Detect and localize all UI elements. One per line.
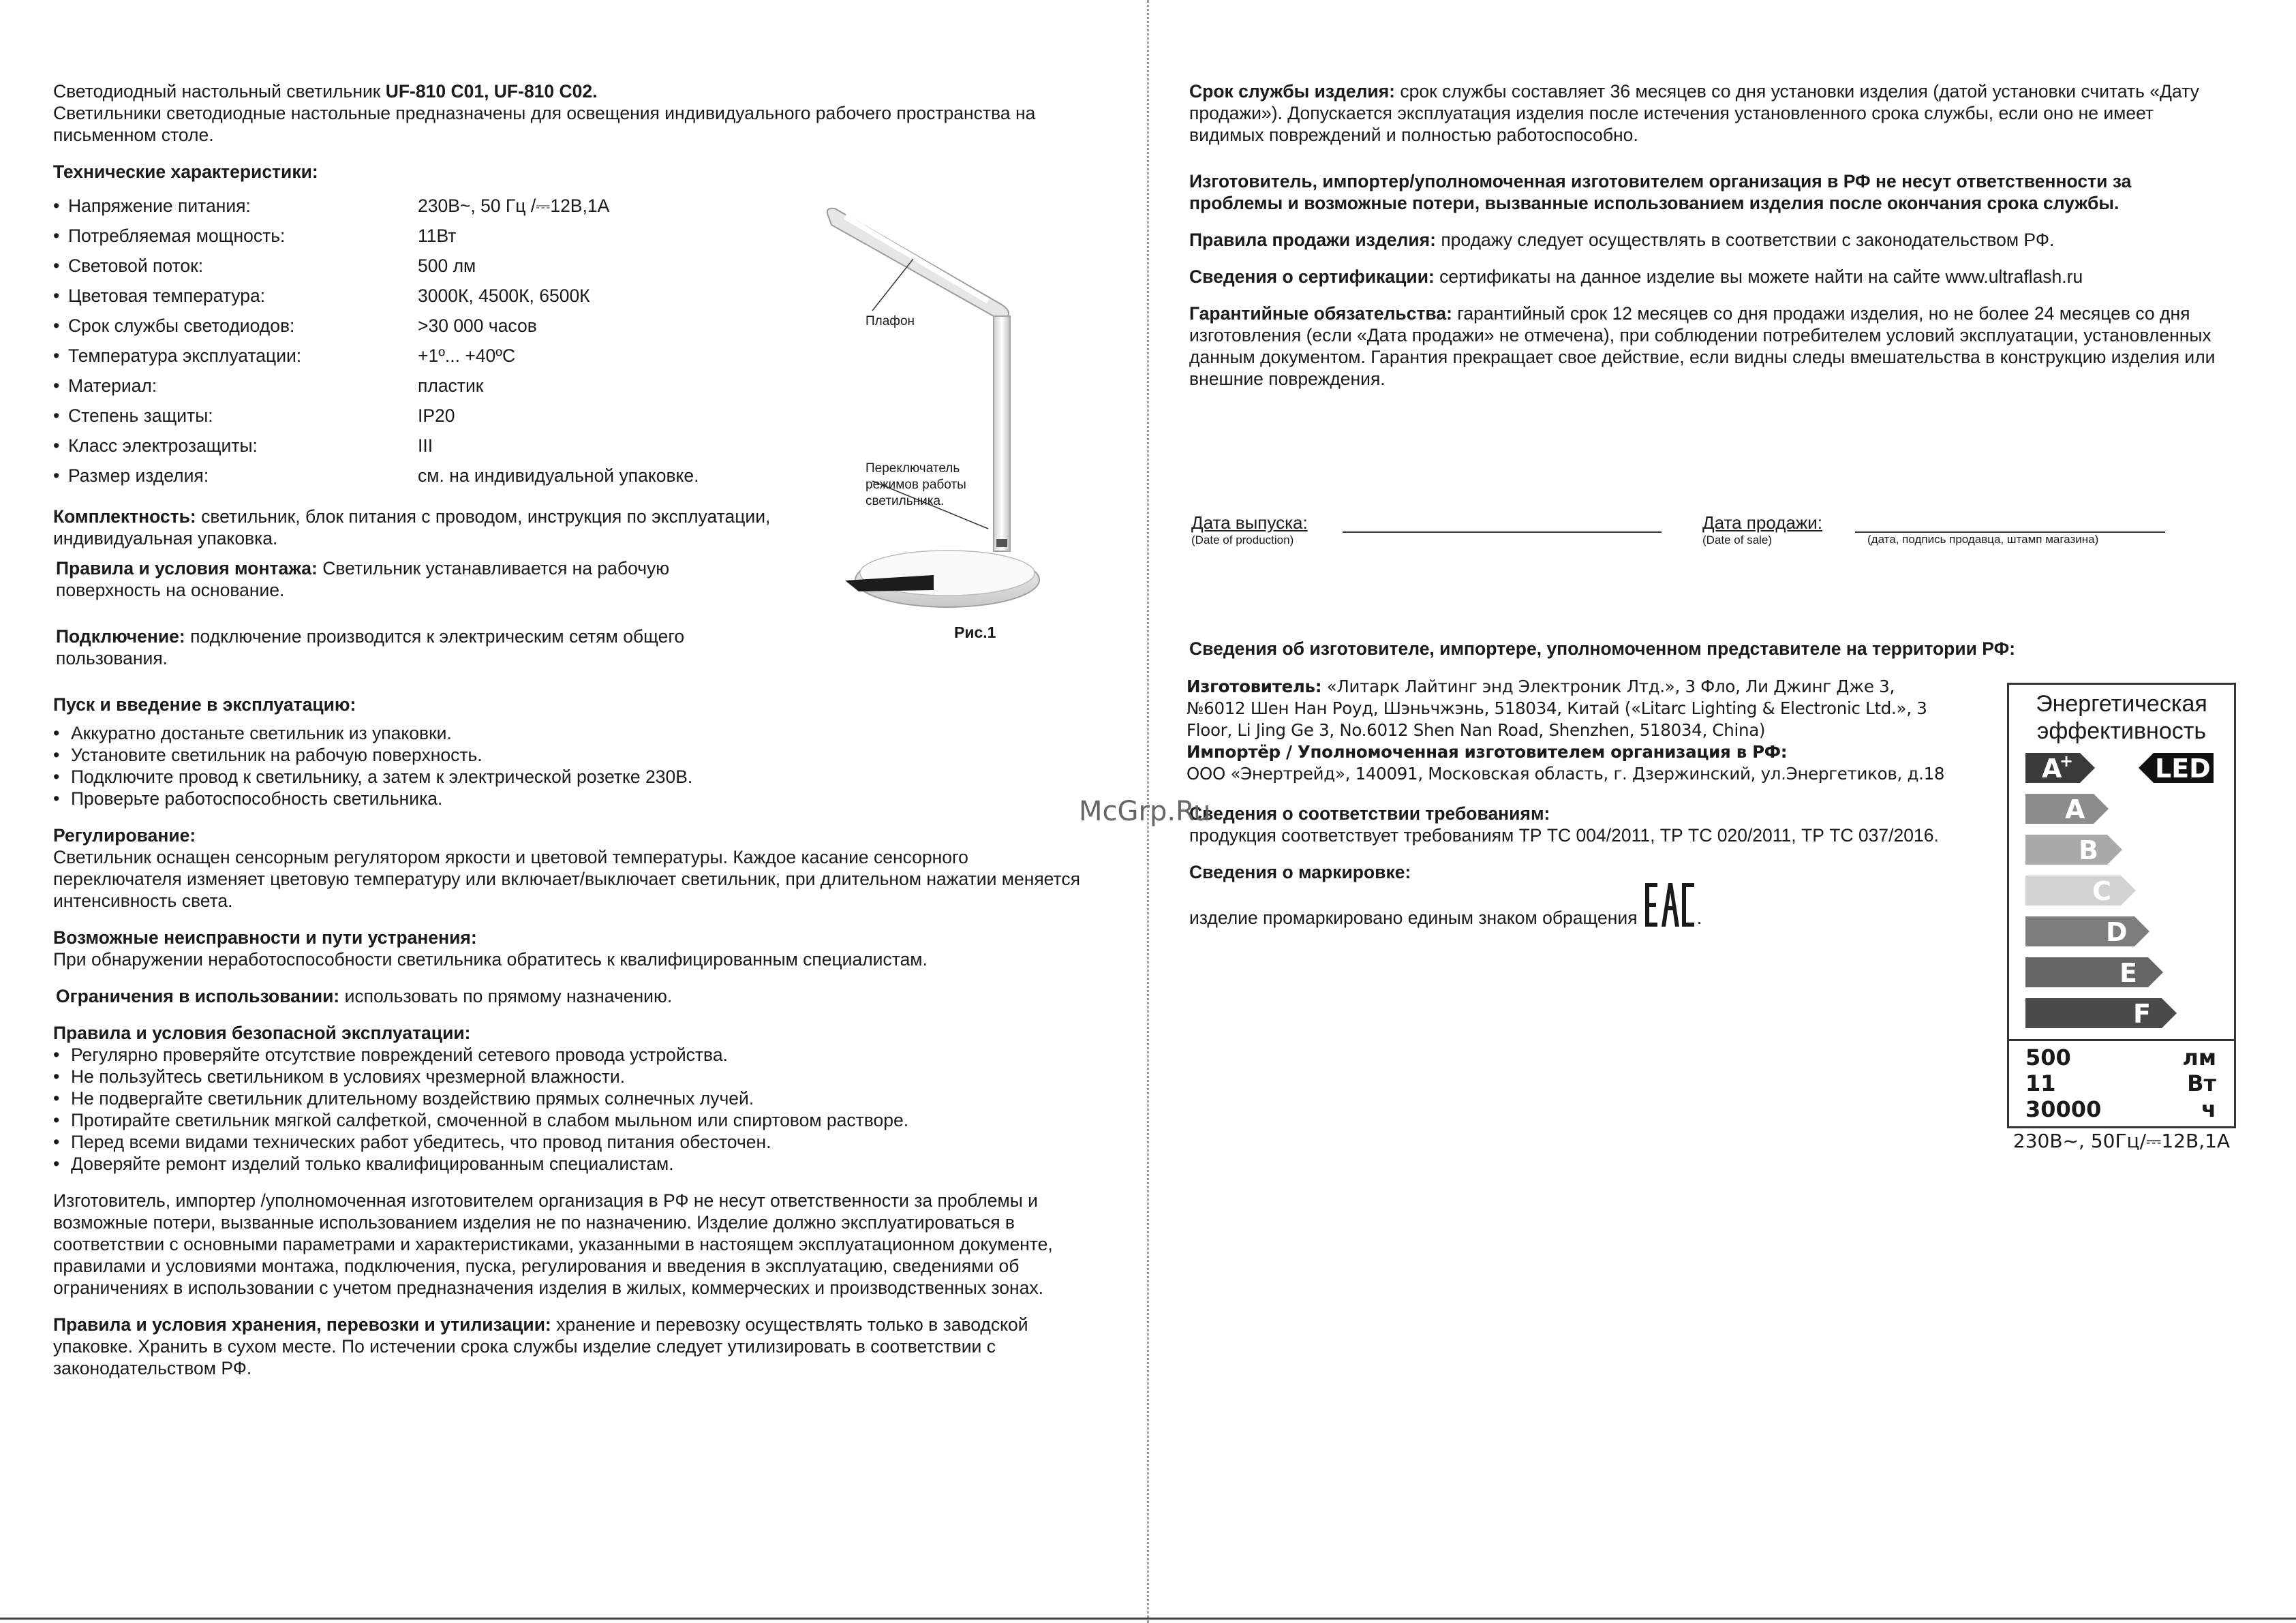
faults-heading: Возможные неисправности и пути устранения: — [53, 927, 477, 948]
spec-value: >30 000 часов — [418, 315, 537, 336]
energy-class-scale — [2009, 746, 2234, 1066]
issue-date-sub: (Date of production) — [1191, 534, 1294, 546]
bullet: • — [53, 767, 60, 787]
importer-section: Импортёр / Уполномоченная изготовителем организация в РФ: ООО «Энертрейд», 140091, Московская область, г. Дзержинский, ул.Энергетиков, д.18 — [1187, 742, 1945, 784]
energy-value: 30000 — [2025, 1096, 2102, 1122]
list-item-text: Аккуратно достаньте светильник из упаковки. — [71, 723, 452, 743]
mark-heading: Сведения о маркировке: — [1189, 862, 1411, 882]
spec-value: 230В~, 50 Гц /⎓12В,1А — [418, 196, 610, 216]
list-item — [53, 744, 1116, 766]
energy-unit: ч — [2201, 1096, 2216, 1122]
energy-value: 500 — [2025, 1045, 2071, 1070]
list-item-text: Протирайте светильник мягкой салфеткой, смоченной в слабом мыльном или спиртовом растворе. — [71, 1110, 909, 1130]
list-item — [53, 1131, 1116, 1153]
bullet: • — [53, 285, 60, 306]
right-column — [1189, 80, 2225, 390]
bullet: • — [53, 405, 60, 426]
energy-class-label: B — [2079, 835, 2098, 865]
storage-section: Правила и условия хранения, перевозки и утилизации: хранение и перевозку осуществлять только в заводской упаковке. Хранить в сухом месте. По истечении срока службы изделие следует утилизировать в соответствии с законодательством РФ. — [53, 1314, 1028, 1378]
sale-date-label: Дата продажи: — [1702, 512, 1822, 533]
liability-text: Изготовитель, импортер /уполномоченная изготовителем организация в РФ не несут ответственности за проблемы и возможные потери, вызванные использованием изделия не по назначению. Изделие должно эксплуатироваться в соответствии с основными параметрами и характеристиками, указанными в настоящем эксплуатационном документе, правилами и условиями монтажа, подключения, пуска, регулирования и введения в эксплуатацию, сведениями об ограничениях в использовании с учетом предназначения изделия в жилых, коммерческих и производственных зонах. — [53, 1190, 1053, 1298]
switch-label: Переключатель режимов работы светильника. — [866, 461, 966, 508]
list-item-text: Регулярно проверяйте отсутствие повреждений сетевого провода устройства. — [71, 1045, 728, 1065]
energy-unit: Вт — [2187, 1070, 2216, 1096]
sale-date-sub: (Date of sale) — [1702, 534, 1773, 546]
list-item-text: Не подвергайте светильник длительному воздействию прямых солнечных лучей. — [71, 1088, 754, 1109]
list-item-text: Проверьте работоспособность светильника. — [71, 788, 443, 809]
maker-block — [1187, 638, 2016, 929]
energy-class-arrow — [2025, 835, 2122, 865]
energy-class-superscript: + — [2060, 752, 2074, 771]
cert-section: Сведения о сертификации: сертификаты на данное изделие вы можете найти на сайте www.ultraflash.ru — [1189, 266, 2083, 287]
bullet: • — [53, 745, 60, 765]
bullet: • — [53, 788, 60, 809]
list-item-text: Подключите провод к светильнику, а затем к электрической розетке 230В. — [71, 767, 693, 787]
energy-value-row — [2009, 1045, 2234, 1073]
spec-key: Срок службы светодиодов: — [68, 315, 295, 336]
list-item-text: Не пользуйтесь светильником в условиях чрезмерной влажности. — [71, 1066, 626, 1087]
reg-heading: Регулирование: — [53, 825, 196, 846]
spec-key: Степень защиты: — [68, 405, 213, 426]
conform-text: продукция соответствует требованиям ТР ТС 004/2011, ТР ТС 020/2011, ТР ТС 037/2016. — [1189, 825, 1939, 846]
bullet: • — [53, 345, 60, 366]
energy-class-arrow — [2025, 916, 2149, 946]
bullet: • — [53, 226, 60, 246]
energy-class-arrow — [2025, 957, 2163, 987]
spec-key: Температура эксплуатации: — [68, 345, 302, 366]
start-list — [53, 722, 1116, 809]
bullet: • — [53, 315, 60, 336]
spec-key: Размер изделия: — [68, 465, 209, 486]
list-item — [53, 1044, 1116, 1066]
start-heading: Пуск и введение в эксплуатацию: — [53, 694, 356, 715]
bullet: • — [53, 375, 60, 396]
list-item — [53, 766, 1116, 788]
energy-class-arrow — [2025, 998, 2177, 1028]
bullet: • — [53, 723, 60, 743]
kit-section: Комплектность: светильник, блок питания с проводом, инструкция по эксплуатации, индивидуальная упаковка. — [53, 506, 771, 548]
life-section: Срок службы изделия: срок службы составляет 36 месяцев со дня установки изделия (датой установки считать «Дату продажи»). Допускается эксплуатация изделия после истечения установленного срока службы, если оно не имеет видимых повреждений и полностью работоспособно. — [1189, 81, 2199, 145]
sale-date-hint: (дата, подпись продавца, штамп магазина) — [1867, 533, 2099, 546]
model-number: UF-810 C01, UF-810 C02 — [385, 81, 593, 102]
energy-value-row — [2009, 1096, 2234, 1125]
spec-key: Световой поток: — [68, 256, 204, 276]
energy-label — [2007, 683, 2236, 1128]
watermark: McGrp.Ru — [1079, 796, 1211, 827]
list-item — [53, 1066, 1116, 1087]
bullet: • — [53, 1066, 60, 1087]
spec-value: 11Вт — [418, 226, 457, 246]
bullet: • — [53, 1088, 60, 1109]
bullet: • — [53, 1045, 60, 1065]
energy-value: 11 — [2025, 1070, 2056, 1096]
bullet: • — [53, 435, 60, 456]
energy-class-label: A — [2065, 794, 2085, 824]
bullet: • — [53, 1110, 60, 1130]
list-item — [53, 788, 1116, 809]
mount-section: Правила и условия монтажа: Светильник устанавливается на рабочую поверхность на основание. — [56, 558, 670, 600]
spec-value: IP20 — [418, 405, 455, 426]
intro-title: Светодиодный настольный светильник UF-810 C01, UF-810 C02. — [53, 81, 598, 102]
list-item-text: Доверяйте ремонт изделий только квалифицированным специалистам. — [71, 1154, 674, 1174]
spec-value: 3000К, 4500К, 6500К — [418, 285, 590, 306]
reg-text: Светильник оснащен сенсорным регулятором яркости и цветовой температуры. Каждое касание сенсорного переключателя изменяет цветовую температуру или включает/выключает светильник, при длительном нажатии меняется интенсивность света. — [53, 847, 1080, 911]
warranty-section: Гарантийные обязательства: гарантийный срок 12 месяцев со дня продажи изделия, но не более 24 месяцев со дня изготовления (если «Дата продажи» не отмечена), при соблюдении потребителем условий эксплуатации, установленных данным документом. Гарантия прекращает свое действие, если видны следы вмешательства в конструкцию изделия или внешние повреждения. — [1189, 303, 2216, 389]
bullet: • — [53, 1154, 60, 1174]
spec-key: Класс электрозащиты: — [68, 435, 258, 456]
spec-key: Цветовая температура: — [68, 285, 266, 306]
spec-value: см. на индивидуальной упаковке. — [418, 465, 699, 486]
spec-value: +1º... +40ºС — [418, 345, 516, 366]
maker-section: Изготовитель: «Литарк Лайтинг энд Электроник Лтд.», 3 Фло, Ли Джинг Дже 3, №6012 Шен Нан Роуд, Шэньчжэнь, 518034, Китай («Litarc Lighting & Electronic Ltd.», 3 Floor, Li Jing Ge 3, No.6012 Shen Nan Road, Shenzhen, 518034, China) — [1187, 677, 1927, 740]
energy-class-arrow — [2025, 876, 2136, 906]
bullet: • — [53, 1132, 60, 1152]
bullet: • — [53, 196, 60, 216]
faults-text: При обнаружении неработоспособности светильника обратитесь к квалифицированным специалистам. — [53, 949, 928, 970]
connect-section: Подключение: подключение производится к электрическим сетям общего пользования. — [56, 626, 685, 668]
conform-heading: Сведения о соответствии требованиям: — [1189, 803, 1550, 824]
energy-class-label: E — [2119, 958, 2137, 988]
limits-section: Ограничения в использовании: использовать по прямому назначению. — [56, 986, 673, 1006]
issue-date-block — [1191, 512, 1308, 547]
safe-heading: Правила и условия безопасной эксплуатации: — [53, 1023, 471, 1043]
list-item-text: Установите светильник на рабочую поверхность. — [71, 745, 483, 765]
energy-class-label: F — [2133, 999, 2151, 1029]
list-item — [53, 722, 1116, 744]
issue-date-field[interactable] — [1343, 531, 1662, 533]
bullet: • — [53, 465, 60, 486]
spec-value: 500 лм — [418, 256, 476, 276]
energy-title: Энергетическая эффективность — [2036, 691, 2207, 744]
intro-text: Светильники светодиодные настольные предназначены для освещения индивидуального рабочего пространства на письменном столе. — [53, 103, 1036, 145]
plafon-label: Плафон — [866, 314, 915, 328]
lamp-illustration — [818, 202, 1043, 641]
eac-logo — [1645, 883, 1694, 927]
spec-key: Материал: — [68, 375, 157, 396]
mark-text: изделие промаркировано единым знаком обращения . — [1189, 883, 1993, 929]
sale-section: Правила продажи изделия: продажу следует осуществлять в соответствии с законодательством РФ. — [1189, 230, 2055, 250]
list-item-text: Перед всеми видами технических работ убедитесь, что провод питания обесточен. — [71, 1132, 771, 1152]
figure-caption: Рис.1 — [954, 623, 996, 641]
spec-value: III — [418, 435, 433, 456]
responsibility-text: Изготовитель, импортер/уполномоченная изготовителем организация в РФ не несут ответственности за проблемы и возможные потери, вызванные использованием изделия после окончания срока службы. — [1189, 171, 2132, 213]
energy-class-label: C — [2092, 876, 2111, 906]
issue-date-label: Дата выпуска: — [1191, 512, 1308, 533]
energy-class-label: A — [2042, 754, 2062, 784]
sale-date-block — [1702, 512, 1822, 547]
energy-value-row — [2009, 1070, 2234, 1099]
maker-heading: Сведения об изготовителе, импортере, уполномоченном представителе на территории РФ: — [1189, 638, 2016, 659]
list-item — [53, 1087, 1116, 1109]
spec-key: Напряжение питания: — [68, 196, 251, 216]
bullet: • — [53, 256, 60, 276]
list-item — [53, 1153, 1116, 1175]
bottom-rule — [0, 1618, 2296, 1620]
spec-key: Потребляемая мощность: — [68, 226, 286, 246]
led-badge-text: LED — [2155, 754, 2211, 784]
energy-class-label: D — [2106, 917, 2128, 947]
tech-heading: Технические характеристики: — [53, 161, 318, 182]
spec-value: пластик — [418, 375, 484, 396]
energy-voltage: 230В~, 50Гц/⎓12В,1А — [2012, 1130, 2231, 1152]
list-item — [53, 1109, 1116, 1131]
energy-unit: лм — [2182, 1045, 2216, 1070]
safe-list — [53, 1044, 1116, 1175]
